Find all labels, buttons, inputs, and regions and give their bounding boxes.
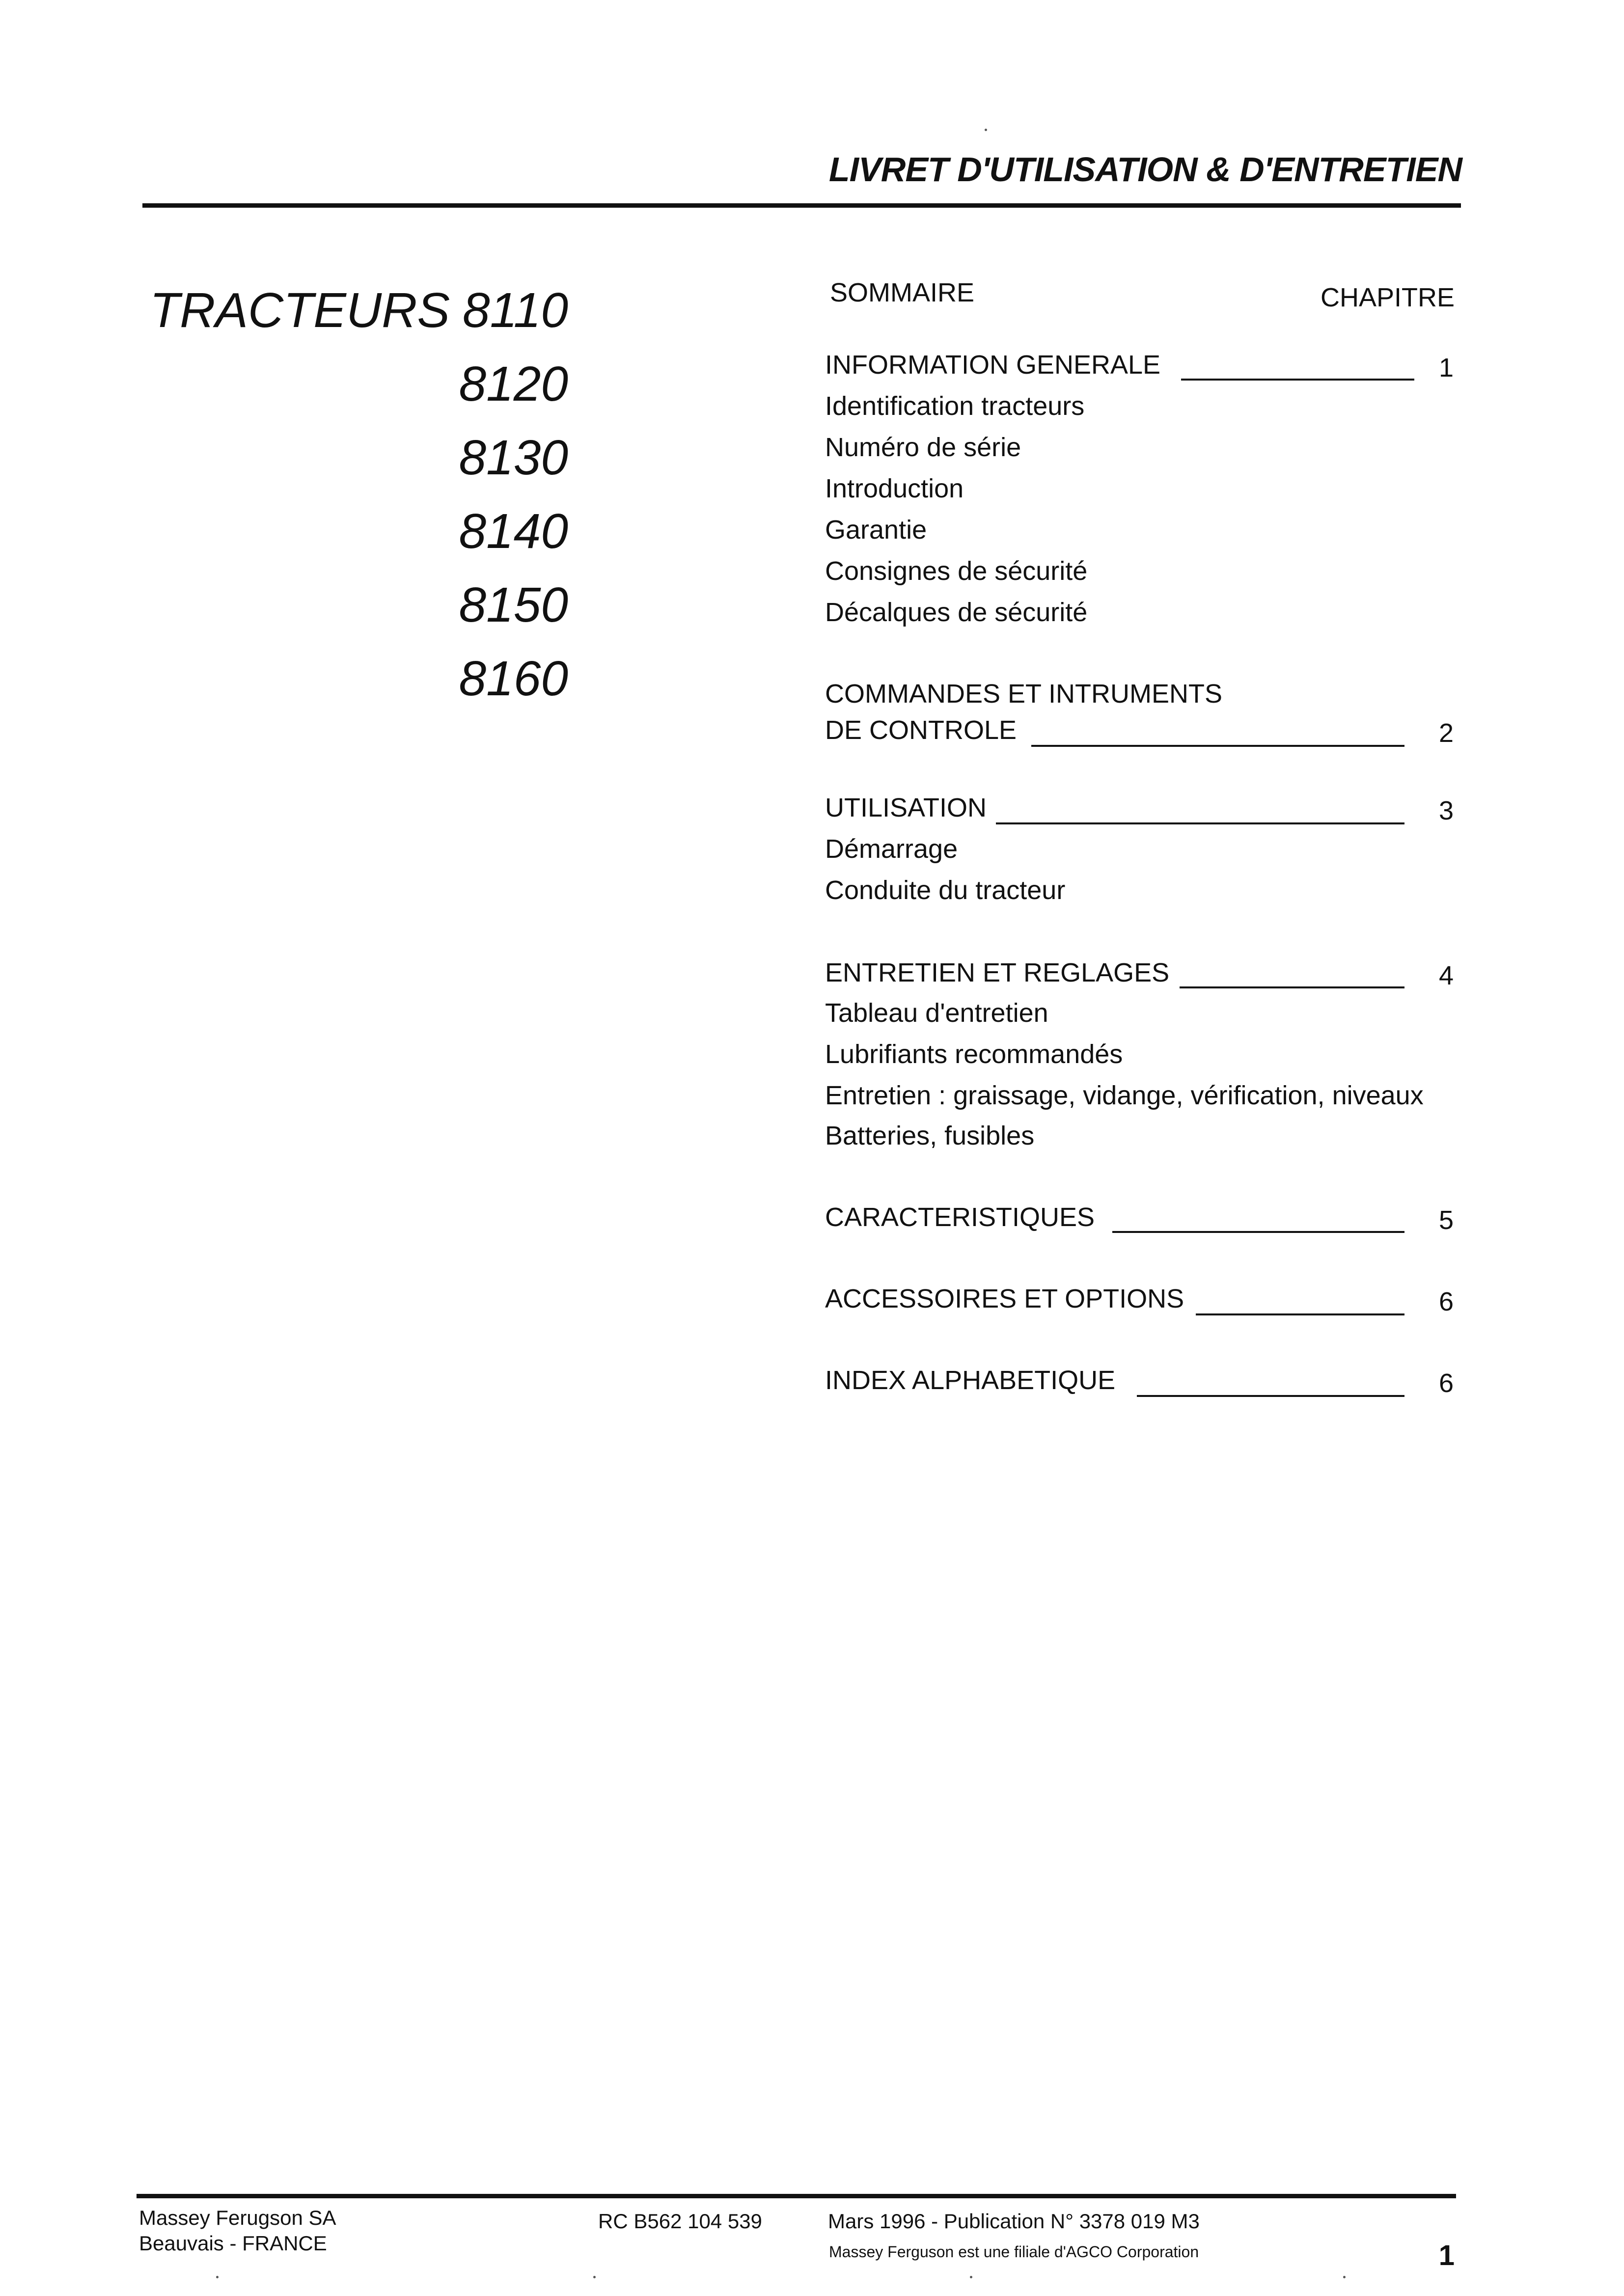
toc-subentry: Introduction bbox=[825, 474, 964, 503]
model-number: 8140 bbox=[459, 504, 568, 559]
toc-entry-chapter: 6 bbox=[1438, 1368, 1454, 1398]
scan-speck bbox=[216, 2276, 219, 2278]
model-number: 8160 bbox=[459, 651, 568, 706]
toc-entry-title: CARACTERISTIQUES bbox=[825, 1203, 1095, 1232]
toc-summary-heading: SOMMAIRE bbox=[830, 278, 975, 307]
toc-leader bbox=[1180, 986, 1404, 988]
footer-rule bbox=[137, 2194, 1456, 2198]
toc-entry-title: INDEX ALPHABETIQUE bbox=[825, 1366, 1116, 1395]
toc-leader bbox=[1031, 745, 1404, 747]
toc-subentry: Numéro de série bbox=[825, 433, 1021, 462]
toc-entry[interactable] bbox=[825, 1202, 1454, 1236]
toc-entry-title: INFORMATION GENERALE bbox=[825, 350, 1161, 380]
toc-entry-title: ACCESSOIRES ET OPTIONS bbox=[825, 1284, 1184, 1313]
toc-entry-title: DE CONTROLE bbox=[825, 715, 1017, 745]
toc-entry-title: ENTRETIEN ET REGLAGES bbox=[825, 958, 1170, 987]
scan-speck bbox=[985, 129, 987, 131]
footer-registration: RC B562 104 539 bbox=[598, 2210, 762, 2233]
toc-leader bbox=[1196, 1313, 1404, 1315]
model-number: 8150 bbox=[459, 577, 568, 632]
toc-leader bbox=[1137, 1395, 1404, 1397]
toc-subentry: Batteries, fusibles bbox=[825, 1121, 1035, 1150]
document-header-title: LIVRET D'UTILISATION & D'ENTRETIEN bbox=[828, 150, 1462, 189]
model-number: 8130 bbox=[459, 430, 568, 485]
toc-subentry: Entretien : graissage, vidange, vérification, niveaux bbox=[825, 1081, 1424, 1110]
scan-speck bbox=[970, 2276, 972, 2278]
scan-speck bbox=[1343, 2276, 1346, 2278]
toc-leader bbox=[1181, 379, 1414, 381]
toc-entry-chapter: 2 bbox=[1438, 718, 1454, 748]
tractor-label: TRACTEURS bbox=[150, 283, 450, 338]
model-number: 8110 bbox=[462, 283, 568, 338]
toc-subentry: Lubrifiants recommandés bbox=[825, 1039, 1123, 1069]
toc-subentry: Décalques de sécurité bbox=[825, 598, 1088, 627]
footer-location: Beauvais - FRANCE bbox=[139, 2232, 327, 2255]
toc-subentry: Tableau d'entretien bbox=[825, 998, 1048, 1028]
toc-chapter-heading: CHAPITRE bbox=[1320, 283, 1455, 312]
toc-subentry: Consignes de sécurité bbox=[825, 556, 1088, 586]
page-number: 1 bbox=[1438, 2240, 1455, 2271]
toc-entry[interactable] bbox=[825, 715, 1454, 749]
toc-leader bbox=[1112, 1231, 1404, 1233]
scan-speck bbox=[593, 2276, 596, 2278]
toc-entry[interactable] bbox=[825, 957, 1454, 992]
toc-leader bbox=[996, 822, 1404, 824]
toc-entry-chapter: 4 bbox=[1438, 961, 1454, 990]
toc-entry-chapter: 6 bbox=[1438, 1287, 1454, 1316]
toc-subentry: Démarrage bbox=[825, 834, 958, 864]
toc-entry-title-line: COMMANDES ET INTRUMENTS bbox=[825, 679, 1223, 709]
toc-subentry: Garantie bbox=[825, 515, 927, 545]
model-number: 8120 bbox=[459, 356, 568, 411]
toc-entry-chapter: 3 bbox=[1438, 796, 1454, 825]
footer-publication: Mars 1996 - Publication N° 3378 019 M3 bbox=[828, 2210, 1200, 2233]
toc-subentry: Conduite du tracteur bbox=[825, 875, 1066, 905]
toc-entry[interactable] bbox=[825, 1284, 1454, 1318]
footer-subsidiary-note: Massey Ferguson est une filiale d'AGCO Corporation bbox=[829, 2243, 1199, 2261]
toc-entry[interactable] bbox=[825, 350, 1454, 384]
toc-entry[interactable] bbox=[825, 1365, 1454, 1399]
toc-entry-title: UTILISATION bbox=[825, 793, 987, 822]
toc-entry-chapter: 1 bbox=[1438, 353, 1454, 383]
toc-entry[interactable] bbox=[825, 793, 1454, 827]
header-rule bbox=[142, 203, 1461, 208]
footer-company: Massey Ferugson SA bbox=[139, 2206, 336, 2229]
toc-subentry: Identification tracteurs bbox=[825, 391, 1085, 421]
toc-entry-chapter: 5 bbox=[1438, 1205, 1454, 1235]
